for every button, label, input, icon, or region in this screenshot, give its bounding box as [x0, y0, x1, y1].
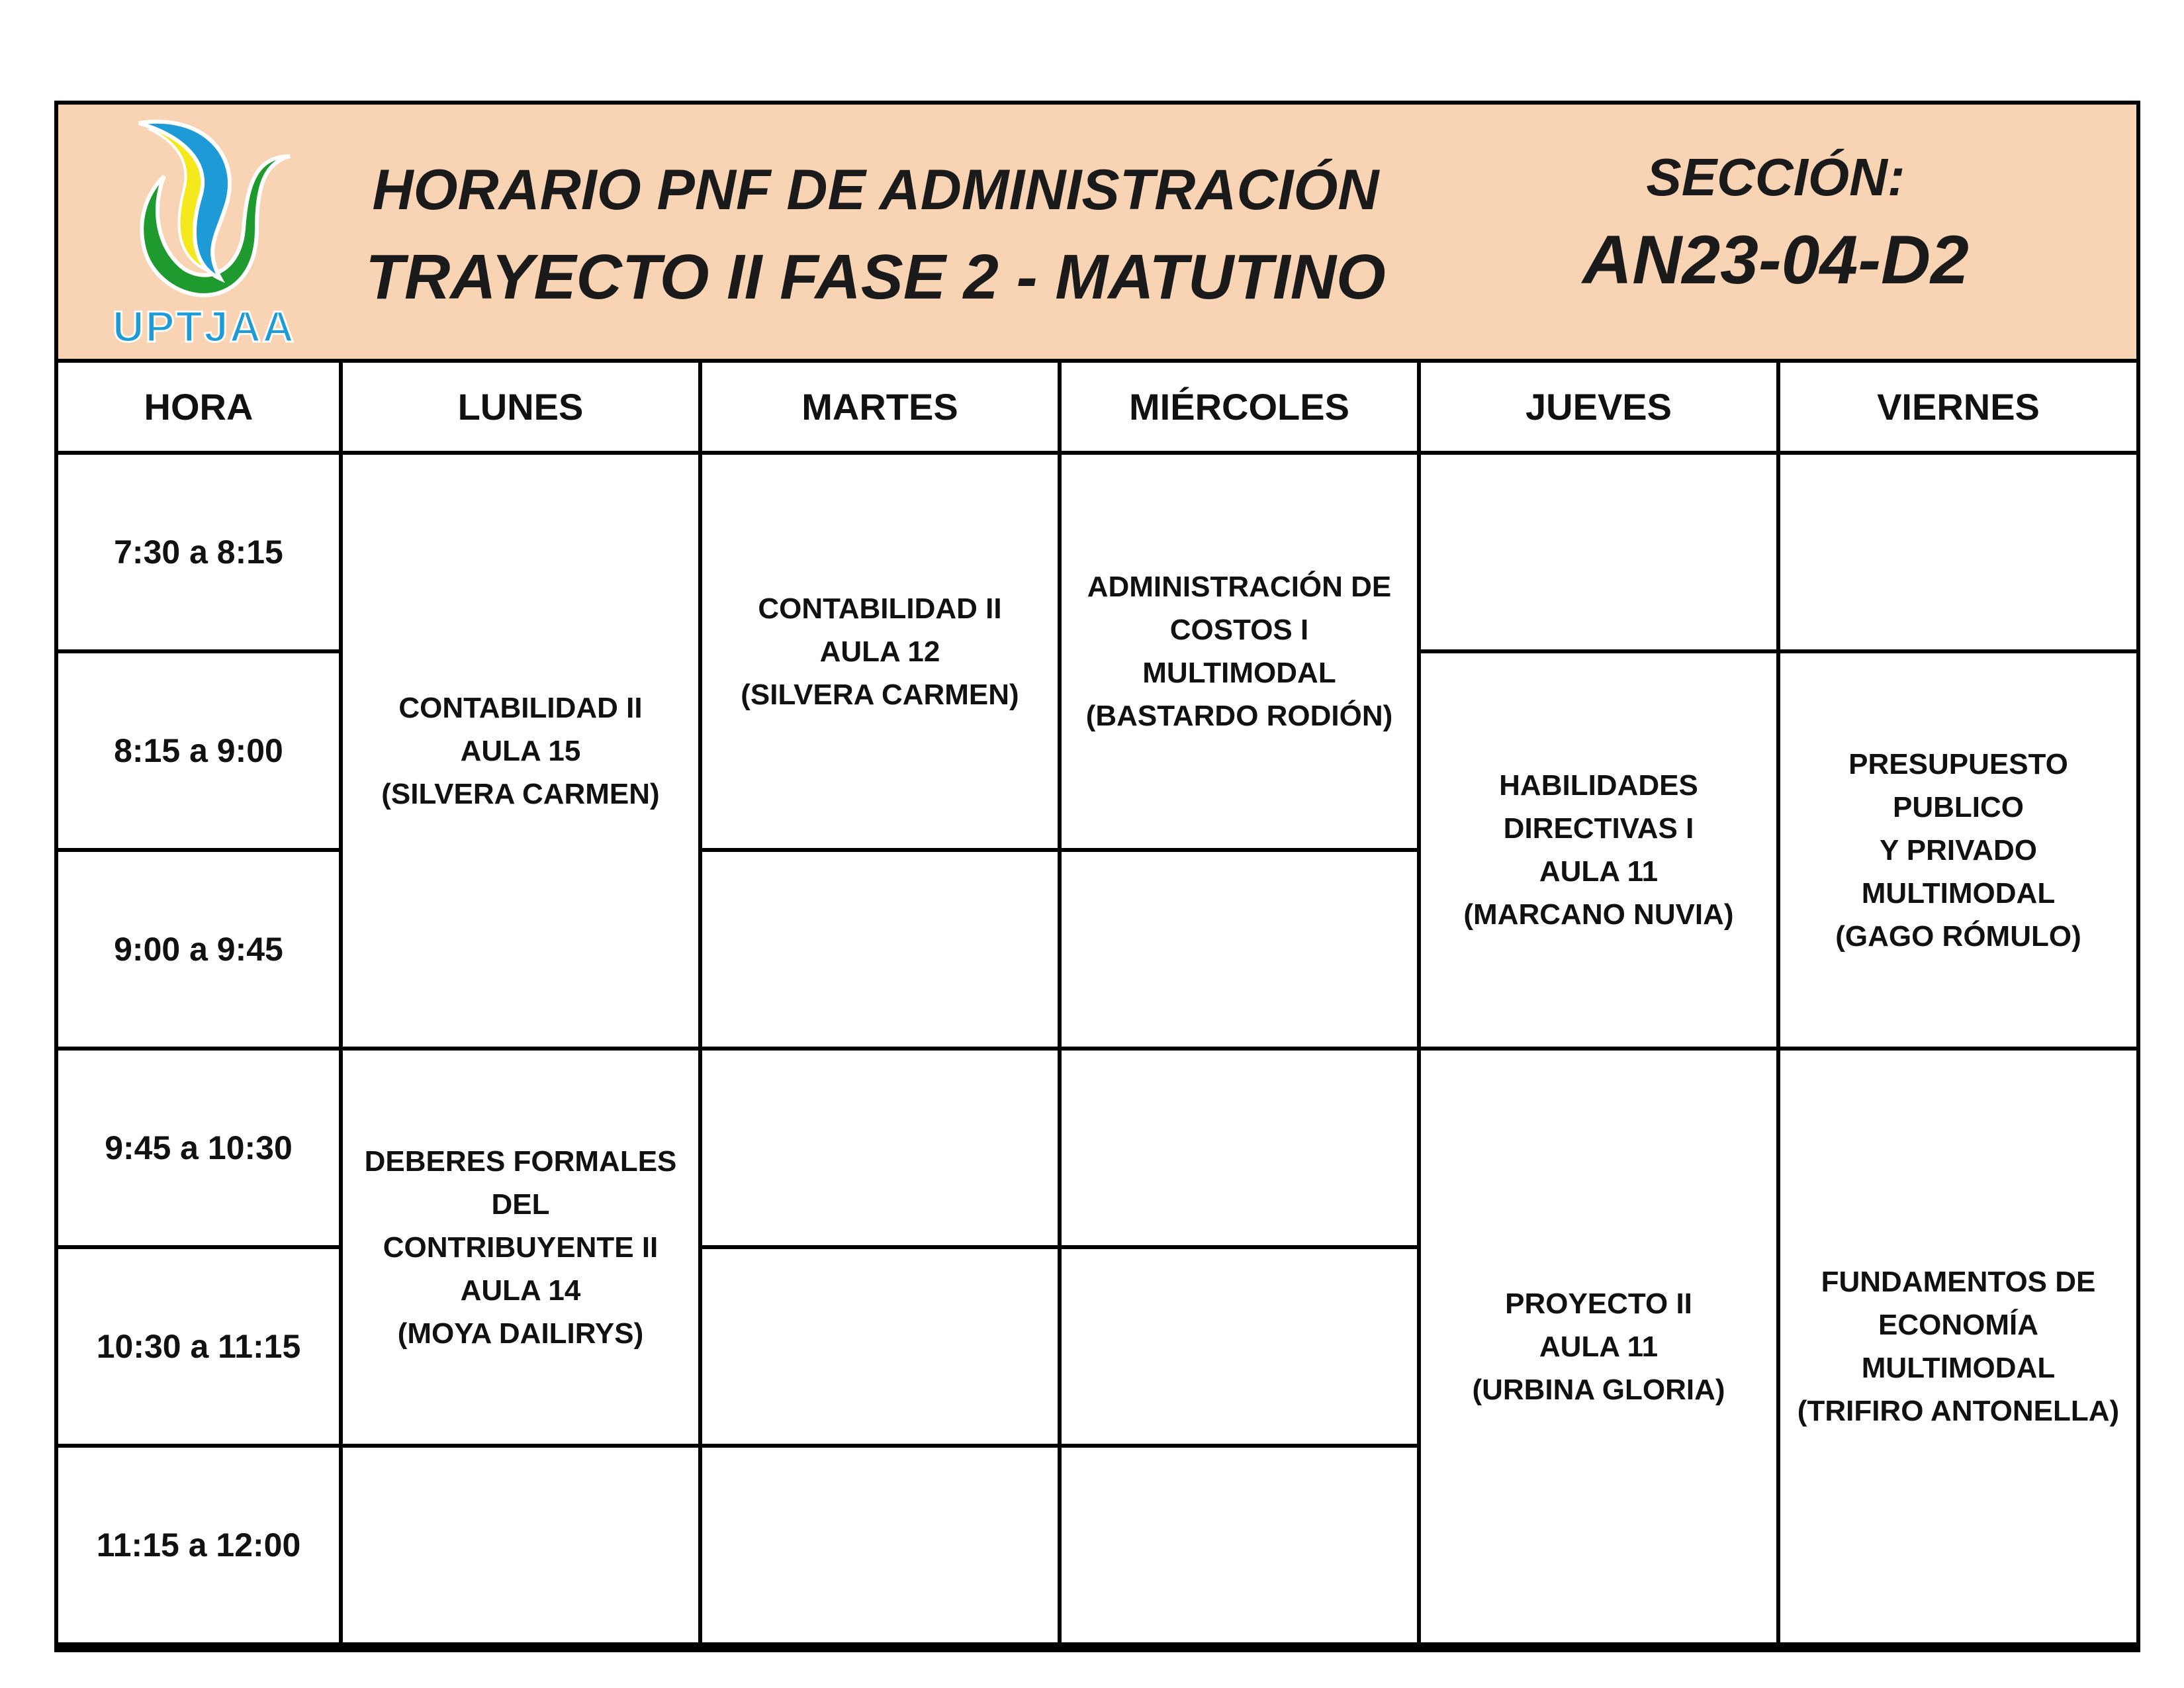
class-block [343, 1051, 698, 1444]
class-modality: MULTIMODAL [1142, 657, 1336, 689]
class-teacher: (BASTARDO RODIÓN) [1085, 700, 1393, 732]
schedule-header [58, 105, 2136, 359]
class-teacher: (SILVERA CARMEN) [381, 777, 660, 810]
column-header-miercoles: MIÉRCOLES [1062, 363, 1417, 451]
class-subject: PROYECTO II [1505, 1287, 1692, 1320]
class-block [1062, 455, 1417, 848]
class-subject: COSTOS I [1169, 614, 1309, 646]
class-block [702, 455, 1058, 848]
schedule-title: HORARIO PNF DE ADMINISTRACIÓN [372, 158, 1379, 222]
empty-slot [1062, 1051, 1417, 1245]
class-subject: ADMINISTRACIÓN DE [1087, 571, 1392, 603]
class-teacher: (GAGO RÓMULO) [1835, 919, 2081, 953]
uptjaa-logo [98, 117, 310, 355]
class-room: AULA 14 [460, 1274, 581, 1307]
class-modality: MULTIMODAL [1861, 1352, 2056, 1384]
empty-slot [1062, 1448, 1417, 1642]
class-subject: CONTRIBUYENTE II [383, 1231, 659, 1264]
empty-slot [1421, 455, 1776, 649]
class-teacher: (TRIFIRO ANTONELLA) [1797, 1395, 2120, 1427]
class-teacher: (MOYA DAILIRYS) [397, 1317, 644, 1350]
schedule-sheet [54, 101, 2140, 1652]
class-teacher: (MARCANO NUVIA) [1463, 898, 1734, 931]
class-subject: Y PRIVADO [1880, 833, 2037, 867]
section-code: AN23-04-D2 [1582, 222, 1969, 299]
class-subject: FUNDAMENTOS DE [1821, 1266, 2096, 1298]
column-header-lunes: LUNES [343, 363, 698, 451]
empty-slot [702, 1249, 1058, 1444]
time-slot: 9:00 a 9:45 [58, 852, 339, 1047]
class-block [343, 455, 698, 1047]
empty-slot [343, 1448, 698, 1642]
time-slot: 10:30 a 11:15 [58, 1249, 339, 1444]
empty-slot [702, 1448, 1058, 1642]
empty-slot [702, 1051, 1058, 1245]
class-block [1421, 1051, 1776, 1642]
class-subject: CONTABILIDAD II [398, 691, 643, 724]
column-header-hora: HORA [58, 363, 339, 451]
column-header-martes: MARTES [702, 363, 1058, 451]
class-room: AULA 15 [460, 734, 581, 767]
column-header-jueves: JUEVES [1421, 363, 1776, 451]
class-subject: DIRECTIVAS I [1503, 812, 1694, 845]
class-teacher: (URBINA GLORIA) [1472, 1373, 1725, 1406]
svg-text:UPTJAA: UPTJAA [112, 302, 296, 351]
empty-slot [1062, 1249, 1417, 1444]
class-subject: ECONOMÍA [1878, 1309, 2038, 1341]
class-subject: PRESUPUESTO PUBLICO [1848, 747, 2068, 823]
class-room: AULA 12 [819, 635, 940, 668]
class-modality: MULTIMODAL [1861, 876, 2056, 910]
class-block [1421, 653, 1776, 1047]
empty-slot [1062, 852, 1417, 1047]
empty-slot [1780, 455, 2136, 649]
time-slot: 11:15 a 12:00 [58, 1448, 339, 1642]
class-block [1780, 1051, 2136, 1642]
time-slot: 9:45 a 10:30 [58, 1051, 339, 1245]
schedule-subtitle: TRAYECTO II FASE 2 - MATUTINO [365, 242, 1386, 312]
class-teacher: (SILVERA CARMEN) [741, 678, 1019, 711]
class-room: AULA 11 [1539, 855, 1659, 888]
empty-slot [702, 852, 1058, 1047]
column-header-viernes: VIERNES [1780, 363, 2136, 451]
class-subject: HABILIDADES [1499, 769, 1698, 802]
class-room: AULA 11 [1539, 1330, 1659, 1363]
class-subject: CONTABILIDAD II [758, 592, 1002, 625]
section-label: SECCIÓN: [1646, 148, 1905, 207]
schedule-table [54, 359, 2140, 1652]
time-slot: 8:15 a 9:00 [58, 653, 339, 848]
time-slot: 7:30 a 8:15 [58, 455, 339, 649]
class-block [1780, 653, 2136, 1047]
class-subject: DEBERES FORMALES DEL [364, 1145, 677, 1221]
